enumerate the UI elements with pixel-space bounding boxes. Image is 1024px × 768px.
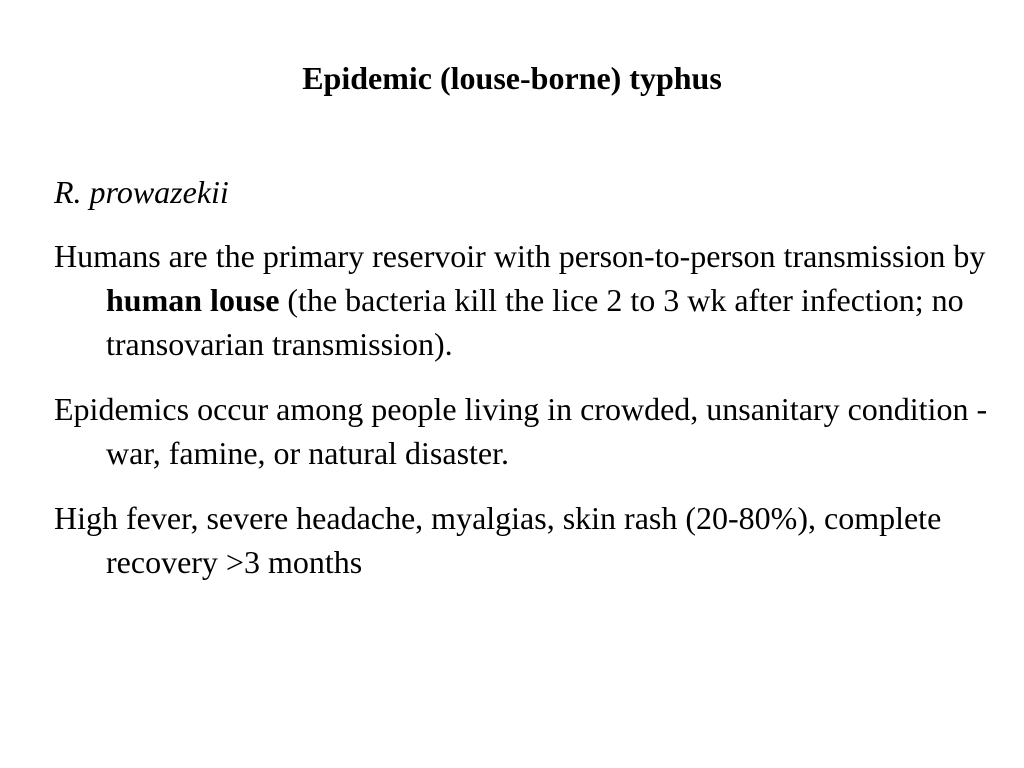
epidemics-paragraph: Epidemics occur among people living in crowded, unsanitary condition - war, famine, or natural disaster. [54,391,988,471]
slide-title: Epidemic (louse-borne) typhus [302,60,722,96]
reservoir-paragraph [54,234,1014,366]
species-name: R. prowazekii [54,174,229,210]
symptoms-paragraph: High fever, severe headache, myalgias, skin rash (20-80%), complete recovery >3 months [54,500,942,580]
human-louse-emphasis: human louse [106,282,280,318]
slide-body [54,170,1014,605]
reservoir-text-end: (the bacteria kill the lice 2 to 3 wk after infection; no transovarian transmission). [106,282,964,362]
reservoir-text-start: Humans are the primary reservoir with person-to-person transmission by [54,238,986,274]
